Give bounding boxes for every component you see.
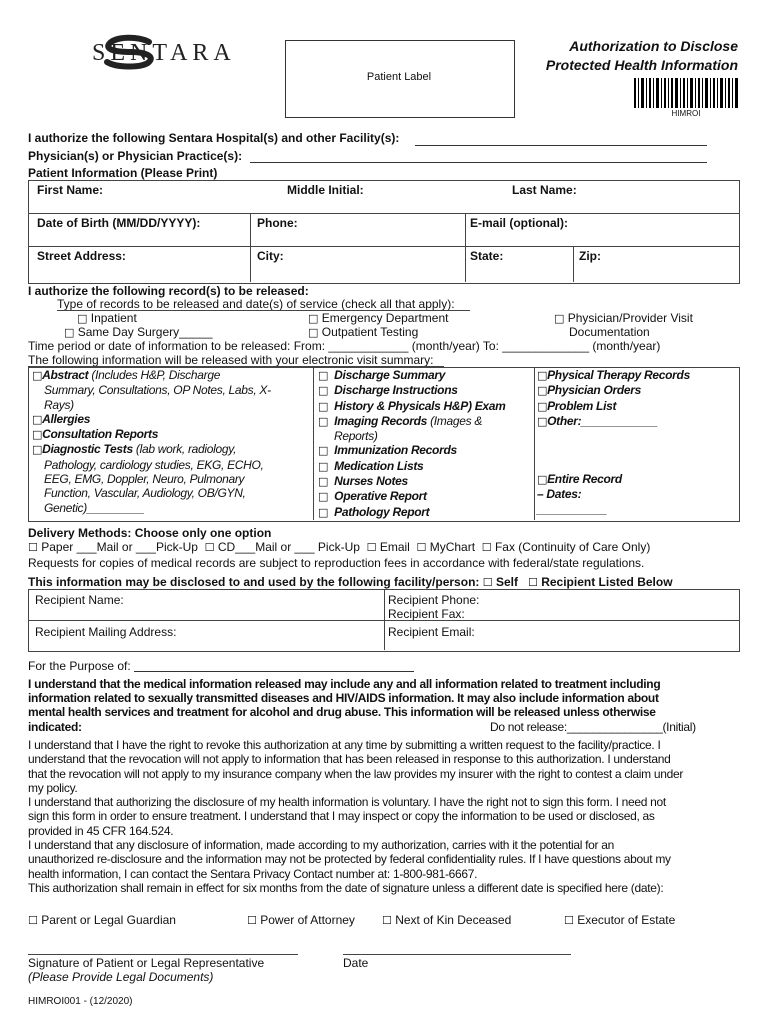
discharge-summary-label: Discharge Summary: [334, 368, 446, 382]
statement-line: provided in 45 CFR 164.524.: [28, 823, 174, 838]
divider: [573, 246, 574, 282]
emergency-option[interactable]: [308, 311, 448, 325]
divider: [465, 213, 466, 282]
diagnostic-desc-3: EEG, EMG, Doppler, Neuro, Pulmonary: [44, 472, 245, 487]
checkbox-icon[interactable]: □: [537, 473, 548, 487]
first-name-field[interactable]: First Name:: [37, 183, 104, 197]
allergies-option[interactable]: [32, 412, 310, 427]
checkbox-icon[interactable]: □: [318, 490, 329, 504]
statement-line: unauthorized re-disclosure and the information may not be protected by federal confidentiality rules. If I have questions about my: [28, 852, 671, 867]
checkbox-icon[interactable]: □: [318, 399, 329, 413]
divider: [250, 213, 251, 282]
checkbox-icon[interactable]: □: [77, 312, 88, 325]
pt-option[interactable]: [537, 368, 737, 383]
physicians-line[interactable]: [250, 162, 707, 163]
statement-line: mental health services and treatment for alcohol and drug abuse. This information will be released unless otherwise: [28, 705, 656, 720]
diagnostic-desc-5: Genetic)_________: [44, 500, 145, 515]
physician-visit-label-2: Documentation: [569, 325, 650, 339]
checkbox-icon[interactable]: □: [537, 399, 548, 413]
revoke-paragraph: [28, 738, 748, 895]
street-field[interactable]: Street Address:: [37, 249, 126, 263]
checkbox-icon[interactable]: □: [64, 326, 75, 339]
allergies-label: Allergies: [42, 411, 91, 426]
divider: [28, 213, 739, 214]
form-id: HIMROI001 - (12/2020): [28, 996, 133, 1007]
signature-note: (Please Provide Legal Documents): [28, 970, 214, 984]
hospitals-field[interactable]: [28, 131, 399, 145]
fees-note: Requests for copies of medical records are subject to reproduction fees in accordance with federal/state regulations.: [28, 556, 645, 570]
history-label: History & Physicals H&P) Exam: [334, 398, 506, 413]
barcode-label: HIMROI: [671, 109, 701, 118]
paper-label: Paper ___Mail or ___Pick-Up: [41, 540, 198, 554]
outpatient-option[interactable]: [308, 325, 418, 339]
cd-label: CD___Mail or ___ Pick-Up: [217, 540, 360, 554]
state-field[interactable]: State:: [470, 249, 504, 263]
mychart-label: MyChart: [429, 540, 476, 554]
checkbox-icon[interactable]: □: [537, 369, 548, 382]
self-label[interactable]: Self: [495, 575, 518, 589]
checkbox-icon[interactable]: □: [318, 459, 329, 473]
diagnostic-label: Diagnostic Tests: [42, 442, 133, 457]
same-day-option[interactable]: [64, 325, 213, 339]
date-line[interactable]: [343, 954, 571, 955]
outpatient-label: Outpatient Testing: [321, 325, 419, 339]
pt-label: Physical Therapy Records: [547, 368, 690, 382]
checkbox-icon[interactable]: ☐: [564, 914, 574, 927]
middle-initial-field[interactable]: Middle Initial:: [287, 183, 364, 197]
divider: [534, 367, 535, 520]
physician-visit-label: Physician/Provider Visit: [567, 311, 693, 325]
patient-info-box: [28, 180, 740, 284]
abstract-desc-2: Summary, Consultations, OP Notes, Labs, X-: [44, 383, 271, 398]
email-option[interactable]: [367, 540, 410, 554]
emergency-label: Emergency Department: [321, 311, 449, 325]
delivery-heading: Delivery Methods: Choose only one option: [28, 526, 272, 540]
abstract-option[interactable]: [32, 368, 310, 383]
parent-option[interactable]: [28, 913, 176, 927]
records-heading: I authorize the following record(s) to be released:: [28, 284, 309, 298]
paper-option[interactable]: [28, 540, 198, 554]
other-line[interactable]: ____________: [581, 413, 658, 428]
other-option[interactable]: [537, 414, 737, 429]
same-day-label: Same Day Surgery_____: [77, 325, 213, 339]
divider: [28, 246, 739, 247]
statement-line: information related to sexually transmitted diseases and HIV/AIDS information. It may also include information about: [28, 691, 659, 706]
recipient-name-field[interactable]: Recipient Name:: [35, 593, 124, 607]
phone-field[interactable]: Phone:: [257, 216, 298, 230]
abstract-desc: (Includes H&P, Discharge: [91, 368, 221, 382]
checkbox-icon[interactable]: □: [318, 505, 329, 519]
do-not-release-field[interactable]: Do not release:_______________(Initial): [490, 719, 696, 734]
checkbox-icon[interactable]: □: [318, 475, 329, 489]
statement-line: I understand that the medical information released may include any and all information related to treatment including: [28, 677, 661, 691]
signature-label: Signature of Patient or Legal Representative: [28, 956, 265, 970]
orders-option[interactable]: [537, 383, 737, 398]
imaging-option[interactable]: [318, 414, 532, 429]
recipient-fax-field[interactable]: Recipient Fax:: [388, 607, 465, 621]
dob-field[interactable]: Date of Birth (MM/DD/YYYY):: [37, 216, 201, 230]
consultation-option[interactable]: [32, 427, 310, 442]
checkbox-icon[interactable]: □: [318, 444, 329, 458]
statement-line: that the revocation will not apply to my insurance company when the law provides my insurer with the right to contest a claim under: [28, 766, 684, 781]
other-label: Other:: [547, 413, 582, 428]
checkbox-icon[interactable]: ☐: [28, 914, 38, 927]
statement-line: sign this form in order to ensure treatment. I understand that I may inspect or copy the information to be used or disclosed, as: [28, 809, 655, 824]
checkbox-icon[interactable]: ☐: [247, 914, 257, 927]
checkbox-icon[interactable]: □: [554, 312, 565, 325]
diagnostic-option[interactable]: [32, 442, 310, 457]
patient-label-text: Patient Label: [366, 71, 432, 83]
dates-label: – Dates:: [537, 487, 582, 502]
disclose-text: This information may be disclosed to and used by the following facility/person:: [28, 575, 480, 589]
records-col3: [537, 368, 737, 516]
email-field[interactable]: E-mail (optional):: [470, 216, 568, 230]
checkbox-icon[interactable]: ☐: [527, 576, 538, 589]
immunization-label: Immunization Records: [334, 443, 457, 458]
pathology-label: Pathology Report: [334, 504, 430, 519]
imaging-desc-2: Reports): [334, 429, 378, 444]
inpatient-option[interactable]: [77, 311, 137, 325]
checkbox-icon[interactable]: ☐: [416, 541, 427, 554]
discharge-instructions-label: Discharge Instructions: [334, 383, 458, 398]
statement-line: This authorization shall remain in effect for six months from the date of signature unless a different date is specified here (date):: [28, 880, 664, 895]
immunization-option[interactable]: [318, 443, 532, 458]
inpatient-label: Inpatient: [90, 311, 137, 325]
hospitals-label: I authorize the following Sentara Hospital(s) and other Facility(s):: [28, 131, 400, 145]
fax-label: Fax (Continuity of Care Only): [494, 540, 651, 554]
pathology-option[interactable]: [318, 505, 532, 520]
records-col2: [318, 368, 532, 520]
checkbox-icon[interactable]: □: [32, 369, 43, 382]
statement-line: health information, I can contact the Sentara Privacy Contact number at: 1-800-981-6667.: [28, 866, 478, 881]
checkbox-icon[interactable]: ☐: [482, 576, 493, 589]
physicians-field[interactable]: [28, 149, 242, 163]
statement-line: I understand that authorizing the disclosure of my health information is voluntary. I have the right not to sign this form. I need not: [28, 795, 666, 810]
checkbox-icon[interactable]: □: [318, 414, 329, 428]
last-name-field[interactable]: Last Name:: [512, 183, 577, 197]
date-label: Date: [343, 956, 369, 970]
fax-option[interactable]: [482, 540, 651, 554]
city-field[interactable]: City:: [257, 249, 284, 263]
checkbox-icon[interactable]: ☐: [382, 914, 392, 927]
disclose-row: [28, 575, 673, 589]
signature-line[interactable]: [28, 954, 298, 955]
zip-field[interactable]: Zip:: [579, 249, 601, 263]
kin-label: Next of Kin Deceased: [395, 913, 512, 927]
cd-option[interactable]: [205, 540, 360, 554]
dates-line[interactable]: ___________: [537, 501, 608, 516]
mailing-address-field[interactable]: Recipient Mailing Address:: [35, 625, 177, 639]
delivery-options: [28, 540, 650, 554]
entire-option[interactable]: [537, 472, 737, 487]
time-period-field[interactable]: Time period or date of information to be released: From: ____________ (month/year) To: _____________ (month/year): [28, 339, 661, 353]
hospitals-line[interactable]: [415, 145, 707, 146]
statement-line: indicated:: [28, 719, 82, 734]
checkbox-icon[interactable]: □: [318, 384, 329, 398]
summary-note: The following information will be released with your electronic visit summary:: [28, 353, 434, 367]
medication-option[interactable]: [318, 459, 532, 474]
abstract-desc-3: Rays): [44, 397, 74, 412]
divider: [384, 589, 385, 650]
recipient-phone-field[interactable]: Recipient Phone:: [388, 593, 480, 607]
statement-line: understand that the revocation will not apply to information that has been released in response to this authorization. I understand: [28, 752, 671, 767]
checkbox-icon[interactable]: □: [318, 369, 329, 382]
recipient-below-label[interactable]: Recipient Listed Below: [541, 575, 673, 589]
purpose-label: For the Purpose of:: [28, 659, 131, 673]
checkbox-icon[interactable]: □: [32, 443, 43, 457]
checkbox-icon[interactable]: □: [32, 428, 43, 442]
mychart-option[interactable]: [417, 540, 476, 554]
abstract-label: Abstract: [42, 368, 89, 382]
diagnostic-desc-4: Function, Vascular, Audiology, OB/GYN,: [44, 486, 246, 501]
form-title-line2: Protected Health Information: [545, 57, 738, 73]
parent-label: Parent or Legal Guardian: [41, 913, 176, 927]
statement-line: I understand that I have the right to revoke this authorization at any time by submitting a written request to the facility/practice. I: [28, 738, 661, 752]
poa-option[interactable]: [247, 913, 355, 927]
purpose-line[interactable]: [134, 671, 414, 672]
statement-line: my policy.: [28, 780, 78, 795]
nurses-label: Nurses Notes: [334, 474, 408, 489]
kin-option[interactable]: [382, 913, 511, 927]
checkbox-icon[interactable]: □: [308, 312, 319, 325]
executor-label: Executor of Estate: [577, 913, 676, 927]
poa-label: Power of Attorney: [260, 913, 355, 927]
records-type-text: Type of records to be released and date(s) of service (check all that apply):: [57, 297, 455, 311]
checkbox-icon[interactable]: ☐: [366, 541, 377, 554]
problem-label: Problem List: [547, 398, 617, 413]
discharge-summary-option[interactable]: [318, 368, 532, 383]
checkbox-icon[interactable]: ☐: [28, 541, 38, 554]
email-label: Email: [379, 540, 410, 554]
physician-visit-option[interactable]: [554, 311, 693, 325]
statement-line: I understand that any disclosure of information, made according to my authorization, carries with it the potential for an: [28, 838, 615, 853]
checkbox-icon[interactable]: ☐: [481, 541, 492, 554]
checkbox-icon[interactable]: □: [537, 384, 548, 398]
divider: [313, 367, 314, 520]
consultation-label: Consultation Reports: [42, 427, 159, 442]
diagnostic-desc: (lab work, radiology,: [135, 442, 237, 457]
recipient-email-field[interactable]: Recipient Email:: [388, 625, 475, 639]
checkbox-icon[interactable]: □: [32, 412, 43, 426]
patient-info-heading: Patient Information (Please Print): [28, 166, 218, 180]
nurses-option[interactable]: [318, 474, 532, 489]
operative-label: Operative Report: [334, 489, 427, 504]
checkbox-icon[interactable]: ☐: [204, 541, 215, 554]
executor-option[interactable]: [564, 913, 675, 927]
history-option[interactable]: [318, 399, 532, 414]
barcode-icon: [634, 78, 738, 108]
physicians-label: Physician(s) or Physician Practice(s):: [28, 149, 243, 163]
imaging-desc: (Images &: [430, 413, 483, 428]
imaging-label: Imaging Records: [334, 413, 428, 428]
form-title-line1: Authorization to Disclose: [569, 38, 738, 54]
discharge-instructions-option[interactable]: [318, 383, 532, 398]
records-col1: [32, 368, 310, 515]
entire-label: Entire Record: [547, 472, 622, 487]
bold-statement: [28, 677, 748, 734]
medication-label: Medication Lists: [334, 458, 424, 473]
checkbox-icon[interactable]: □: [537, 414, 548, 428]
logo-wordmark: SENTARA: [92, 40, 236, 66]
operative-option[interactable]: [318, 489, 532, 504]
diagnostic-desc-2: Pathology, cardiology studies, EKG, ECHO,: [44, 457, 264, 472]
orders-label: Physician Orders: [547, 383, 642, 398]
problem-option[interactable]: [537, 399, 737, 414]
checkbox-icon[interactable]: □: [308, 326, 319, 339]
